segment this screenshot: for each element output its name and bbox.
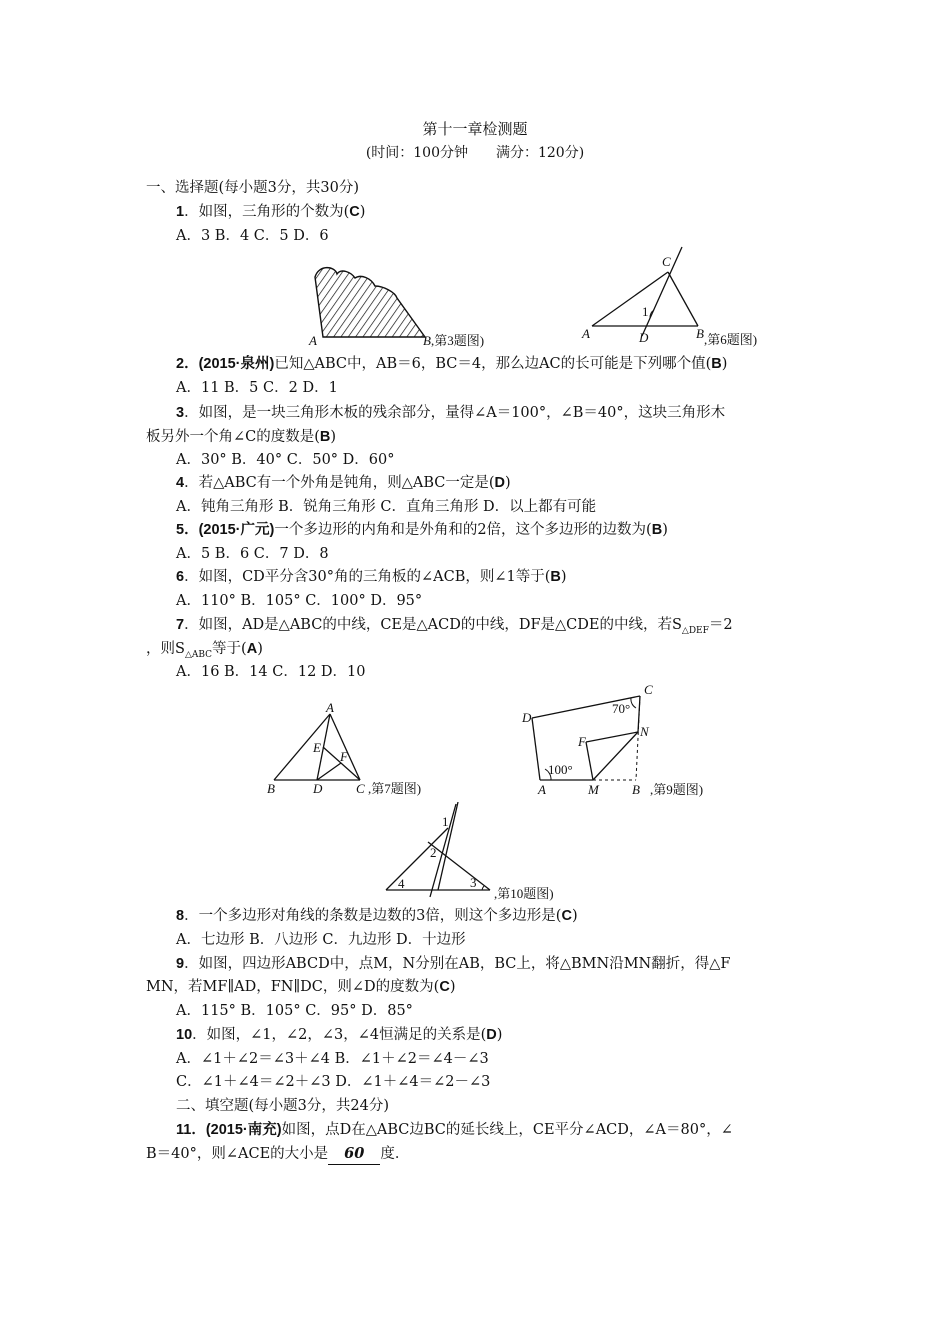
question-10: 10．如图，∠1，∠2，∠3，∠4恒满足的关系是(D) xyxy=(176,1027,503,1043)
fig9-angle-100: 100° xyxy=(548,762,573,777)
answer-5: B xyxy=(651,522,663,538)
question-5: 5．(2015·广元)一个多边形的内角和是外角和的2倍，这个多边形的边数为(B) xyxy=(176,522,668,538)
fig3-label-B: B xyxy=(423,333,431,348)
question-2: 2．(2015·泉州)已知△ABC中，AB＝6，BC＝4，那么边AC的长可能是下列哪个值(B) xyxy=(176,356,728,372)
options-3: A．30° B．40° C．50° D．60° xyxy=(176,452,395,468)
fig6-label-D: D xyxy=(639,330,649,345)
figure-3 xyxy=(305,262,510,352)
answer-11-blank: 60 xyxy=(328,1144,380,1165)
question-3-cont: 板另外一个角∠C的度数是(B) xyxy=(146,429,337,445)
options-10b: C．∠1＋∠4＝∠2＋∠3 D．∠1＋∠4＝∠2－∠3 xyxy=(176,1074,491,1090)
figure-6 xyxy=(580,244,780,350)
answer-7: A xyxy=(246,641,258,657)
fig3-label-A: A xyxy=(309,333,317,348)
fig7-label-D: D xyxy=(313,781,323,796)
options-10a: A．∠1＋∠2＝∠3＋∠4 B．∠1＋∠2＝∠4－∠3 xyxy=(176,1051,489,1067)
options-6: A．110° B．105° C．100° D．95° xyxy=(176,593,423,609)
fig9-angle-70: 70° xyxy=(612,701,631,716)
options-7: A．16 B．14 C．12 D．10 xyxy=(176,664,366,680)
page-title: 第十一章检测题 xyxy=(422,120,528,138)
options-1: A．3 B．4 C．5 D．6 xyxy=(176,228,329,244)
fig7-caption: ,第7题图) xyxy=(368,781,422,796)
options-5: A．5 B．6 C．7 D．8 xyxy=(176,546,329,562)
question-7: 7．如图，AD是△ABC的中线，CE是△ACD的中线，DF是△CDE的中线，若$S_{\triangle DEF}=2$ xyxy=(176,617,733,636)
fig9-caption: ,第9题图) xyxy=(650,782,704,797)
fig7-label-F: F xyxy=(340,749,348,764)
question-9-cont: MN，若MF∥AD，FN∥DC，则∠D的度数为(C) xyxy=(146,979,456,995)
fig7-label-B: B xyxy=(267,781,275,796)
options-8: A．七边形 B．八边形 C．九边形 D．十边形 xyxy=(176,932,466,948)
answer-2: B xyxy=(711,356,722,372)
question-7-cont: ，则$S_{\triangle ABC}$等于(A) xyxy=(146,641,263,660)
answer-10: D xyxy=(486,1027,497,1043)
fig6-caption: ,第6题图) xyxy=(704,332,758,347)
fig6-label-B: B xyxy=(696,326,704,341)
fig9-label-B: B xyxy=(632,782,640,797)
fig7-label-A: A xyxy=(326,700,334,715)
question-8: 8．一个多边形对角线的条数是边数的3倍，则这个多边形是(C) xyxy=(176,908,578,924)
figure-10 xyxy=(380,802,590,904)
question-11: 11．(2015·南充)如图，点D在△ABC边BC的延长线上，CE平分∠ACD，∠A＝80°，∠ xyxy=(176,1122,733,1138)
question-9: 9．如图，四边形ABCD中，点M，N分别在AB，BC上，将△BMN沿MN翻折，得△F xyxy=(176,956,731,972)
question-3: 3．如图，是一块三角形木板的残余部分，量得∠A＝100°，∠B＝40°，这块三角形木 xyxy=(176,405,726,421)
figure-9 xyxy=(518,680,728,802)
fig9-label-F: F xyxy=(578,734,586,749)
fig10-caption: ,第10题图) xyxy=(494,886,554,901)
fig10-angle-3: 3 xyxy=(470,875,477,890)
fig6-label-C: C xyxy=(662,254,671,269)
question-6: 6．如图，CD平分含30°角的三角板的∠ACB，则∠1等于(B) xyxy=(176,569,567,585)
section-heading-choice: 一、选择题(每小题3分，共30分) xyxy=(146,180,359,196)
fig10-angle-1: 1 xyxy=(442,814,449,829)
fig9-label-M: M xyxy=(588,782,599,797)
fig3-caption: ,第3题图) xyxy=(431,333,485,348)
question-11-cont: B＝40°，则∠ACE的大小是 60 度． xyxy=(146,1144,409,1165)
options-4: A．钝角三角形 B．锐角三角形 C．直角三角形 D．以上都有可能 xyxy=(176,499,597,515)
fig9-label-A: A xyxy=(538,782,546,797)
fig7-label-E: E xyxy=(313,740,321,755)
options-9: A．115° B．105° C．95° D．85° xyxy=(176,1003,413,1019)
fig10-angle-4: 4 xyxy=(398,876,405,891)
fig9-label-D: D xyxy=(522,710,532,725)
fig6-label-A: A xyxy=(582,326,590,341)
answer-4: D xyxy=(494,475,506,491)
question-4: 4．若△ABC有一个外角是钝角，则△ABC一定是(D) xyxy=(176,475,511,491)
fig9-label-C: C xyxy=(644,682,653,697)
options-2: A．11 B．5 C．2 D．1 xyxy=(176,380,338,396)
answer-3: B xyxy=(319,429,331,445)
page-subtitle: (时间：100分钟 满分：120分) xyxy=(365,145,585,161)
answer-6: B xyxy=(550,569,561,585)
figure-7 xyxy=(262,700,442,800)
fig10-angle-2: 2 xyxy=(430,845,437,860)
fig7-label-C: C xyxy=(356,781,365,796)
fig9-label-N: N xyxy=(640,724,649,739)
answer-1: C xyxy=(349,204,360,220)
answer-8: C xyxy=(561,908,572,924)
question-1: 1．如图，三角形的个数为(C) xyxy=(176,204,366,220)
answer-9: C xyxy=(439,979,450,995)
section-heading-fill: 二、填空题(每小题3分，共24分) xyxy=(176,1098,389,1114)
fig6-angle-1: 1 xyxy=(642,304,649,319)
